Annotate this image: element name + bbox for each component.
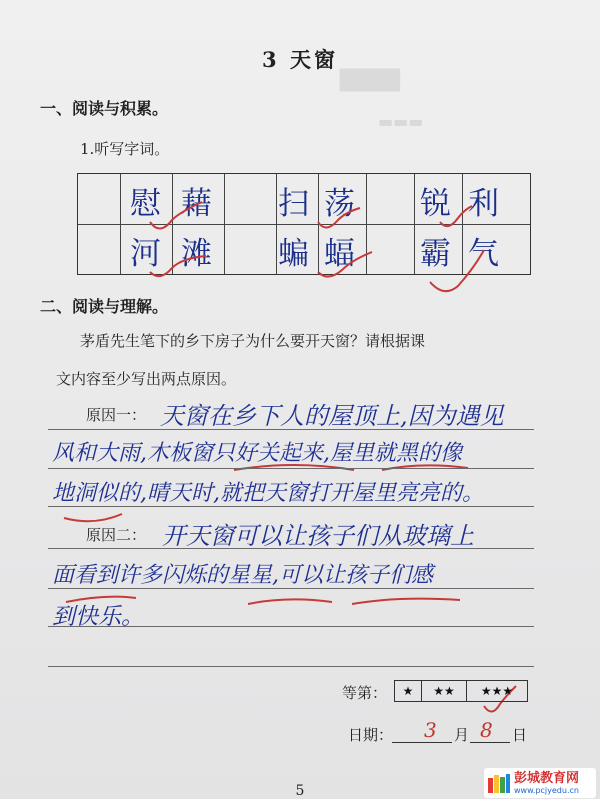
reason2-label: 原因二： (86, 526, 147, 544)
bleed-through-text: ▬▬▬ (378, 112, 424, 131)
date-underline (392, 742, 452, 743)
dictation-word: 荡 (324, 186, 355, 222)
dictation-word: 慰 (130, 186, 161, 222)
grade-stars (394, 680, 528, 702)
site-logo (484, 768, 596, 798)
question-line: 茅盾先生笔下的乡下房子为什么要开天窗？请根据课 (80, 332, 426, 350)
month-value: 3 (424, 718, 437, 742)
answer-text: 地洞似的,晴天时,就把天窗打开屋里亮亮的。 (52, 481, 484, 506)
check-mark-icon (150, 256, 206, 276)
logo-url: www.pcjyedu.cn (514, 785, 579, 795)
section2-heading: 二、阅读与理解。 (40, 297, 169, 316)
date-label: 日期： (348, 726, 394, 744)
dictation-word: 扫 (278, 186, 309, 222)
answer-text: 开天窗可以让孩子们从玻璃上 (162, 522, 474, 550)
star-icon: ★★ (422, 681, 467, 701)
books-icon (487, 772, 511, 794)
dictation-word: 利 (468, 186, 499, 222)
day-unit: 日 (512, 726, 528, 744)
check-mark-icon (318, 252, 372, 277)
star-icon: ★ (395, 681, 422, 701)
day-value: 8 (480, 718, 493, 742)
underline-mark (248, 599, 332, 604)
page-number: 5 (295, 783, 305, 799)
answer-line (48, 666, 534, 667)
check-mark-icon (430, 250, 484, 291)
dictation-word: 蝙 (278, 236, 309, 272)
dictation-instruction: 1.听写字词。 (80, 140, 170, 158)
check-mark-icon (150, 202, 202, 229)
star-icon: ★★★ (480, 684, 514, 698)
answer-text: 到快乐。 (52, 604, 144, 630)
answer-text: 面看到许多闪烁的星星,可以让孩子们感 (52, 563, 433, 588)
month-unit: 月 (454, 726, 470, 744)
underline-mark (352, 599, 460, 604)
dictation-word: 藉 (181, 186, 212, 222)
bleed-through-text: ▆▆▆ (340, 62, 400, 92)
dictation-word: 霸 (420, 236, 451, 272)
section1-heading: 一、阅读与积累。 (40, 99, 169, 118)
dictation-word: 河 (130, 236, 161, 272)
dictation-word: 气 (468, 236, 499, 272)
question-line: 文内容至少写出两点原因。 (56, 370, 237, 388)
date-underline (470, 742, 510, 743)
logo-name: 彭城教育网 (514, 770, 580, 786)
lesson-title: 3 天窗 (262, 47, 338, 72)
answer-line (48, 468, 534, 469)
answer-text: 风和大雨,木板窗只好关起来,屋里就黑的像 (52, 441, 462, 466)
underline-mark (64, 514, 122, 521)
check-mark-icon (440, 206, 472, 226)
dictation-word: 锐 (420, 186, 451, 222)
check-mark-icon (318, 208, 360, 228)
dictation-word: 滩 (181, 236, 212, 272)
reason1-label: 原因一： (86, 406, 147, 424)
grade-label: 等第： (342, 684, 388, 702)
answer-text: 天窗在乡下人的屋顶上,因为遇见 (160, 402, 504, 430)
dictation-word: 蝠 (324, 236, 355, 272)
